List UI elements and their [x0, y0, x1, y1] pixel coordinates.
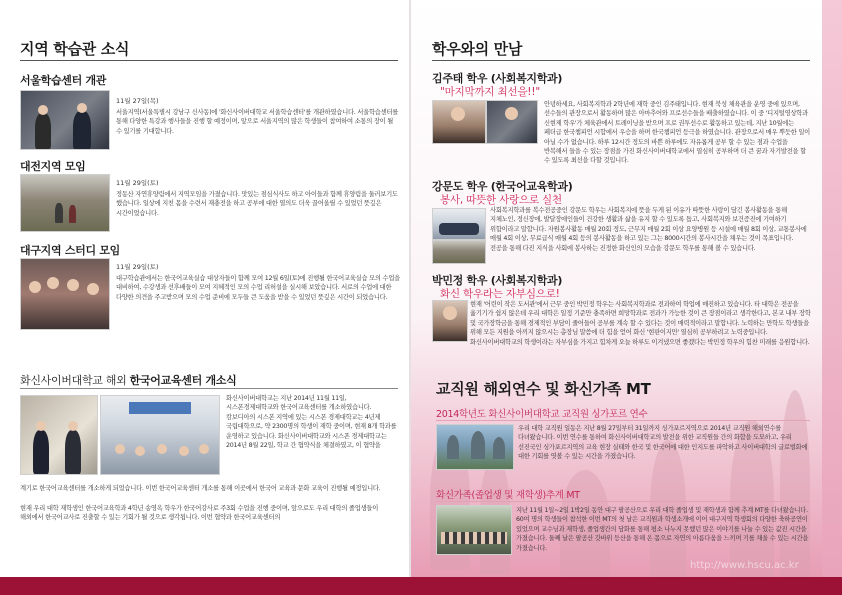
item-date-daegu: 11월 29일(토)	[116, 263, 159, 271]
daejeon-photo	[20, 174, 110, 232]
item-body-daejeon: 정동산 자연휴양림에서 지역모임을 가졌습니다. 맛있는 점심식사도 하고 아이들과 함께 휴양림을 둘러보기도 했습니다. 일상에 지친 몸을 수련서 재충전을 하고 공부에 대한 열의도 더욱 끌어올릴 수 있었던 뜻깊은 시간이었습니다.	[116, 191, 398, 217]
staff-training-heading: 2014학년도 화신사이버대학교 교직원 싱가포르 연수	[436, 409, 648, 420]
overseas-heading	[20, 372, 236, 388]
mt-heading: 화신가족(졸업생 및 재학생)추계 MT	[436, 490, 580, 501]
staff-training-body: 우리 대학 교직원 일동은 지난 8월 27일부터 31일까지 싱가포르지역으로 2014년 교직원 해외연수를 다녀왔습니다. 이번 연수를 통하여 화신사이버대학교의 발전을 위한 교직원들 간의 화합을 도모하고, 우리 선진국인 싱가포르지역의 교육 현장 실태와 한국 및 한국어에 대한 인지도를 파악하고 사이버대학의 글로벌화에 대한 기회를 엿볼 수 있는 시간을 가졌습니다.	[518, 425, 808, 461]
student-heading-2: 강문도 학우 (한국어교육학과)	[432, 180, 573, 193]
item-date-daejeon: 11월 29일(토)	[116, 179, 159, 187]
watermark-url-right: http://www.hscu.ac.kr	[690, 560, 799, 571]
student-photo-3	[432, 300, 468, 342]
center-opening-photo	[20, 395, 98, 475]
student-photo-1b	[486, 100, 538, 144]
student-photo-2	[432, 208, 486, 240]
overseas-heading-bold: 한국어교육센터 개소식	[129, 374, 237, 387]
student-photo-1	[432, 100, 486, 144]
item-date-seoul: 11월 27일(목)	[116, 97, 159, 105]
seoul-center-photo	[20, 90, 110, 150]
section-rule-right	[432, 60, 810, 61]
item-heading-daegu: 대구지역 스터디 모임	[20, 244, 120, 257]
daegu-study-photo	[20, 258, 110, 330]
singapore-photo	[436, 424, 514, 470]
item-heading-daejeon: 대전지역 모임	[20, 160, 86, 173]
mt-group-photo	[436, 505, 512, 555]
student-photo-2b	[432, 240, 486, 264]
section-rule	[20, 60, 398, 61]
page-fold	[409, 0, 411, 577]
student-body-2: 사회복지학과를 복수전공중인 강문도 학우는 사회복지에 뜻을 두게 된 이유가 따뜻한 사랑이 담긴 봉사활동을 통해 지체노인, 정신장애, 발달장애인들이 건강한 생활과 삶을 유지 할 수 있도록 돕고, 사회복지와 보건증진에 기여하기 위함이라고 말합니다. 자원봉사활동 매월 20회 정도, 근무지 매월 2회 이상 요양병원 등 시설에 매월 8회 이상, 교통봉사에 매월 4회 이상, 무료급식 매월 4회 등의 봉사활동을 하고 있는 그는 8000시간의 봉사시간을 채우는 것이 목표입니다. 전공을 통해 다진 지식을 사회에 봉사하는 진정한 화신인의 모습을 강문도 학우를 통해 볼 수 있습니다.	[490, 207, 807, 252]
bottom-band	[0, 577, 842, 595]
student-slogan-2: 봉사, 따뜻한 사랑으로 실천	[440, 194, 562, 206]
overseas-heading-prefix: 화신사이버대학교 해외	[20, 374, 130, 387]
overseas-body-3: 현재 우리 대학 재학생인 한국어교육학과 4학년 송영옥 학우가 한국어강사로 주3회 수업을 진행 중이며, 앞으로도 우리 대학의 졸업생들이 해외에서 한국어교사로 진출할 수 있는 기회가 될 것으로 생각됩니다. 이번 협약과 한국어교육센터의	[20, 505, 379, 522]
staff-training-rule	[436, 420, 810, 421]
student-slogan-1: "마지막까지 최선을!!"	[440, 86, 540, 98]
section-title-students: 학우와의 만남	[432, 40, 523, 58]
overseas-body-2: 계기로 한국어교육센터를 개소하게 되었습니다. 이번 한국어교육센터 개소를 통해 이곳에서 한국어 교육과 문화 교육이 진행될 예정입니다.	[20, 485, 381, 492]
student-body-3: 현재 '어린이 작은 도서관'에서 근무 중인 박민정 학우는 사회복지학과로 전과하여 학업에 매진하고 있습니다. 타 대학은 전공을 옮기기가 쉽지 않은데 우리 대학은 일정 기준만 충족하면 희망학과로 전과가 가능한 것이 큰 장점이라고 생각한다고, 본교 내부 장학 및 국가장학금을 통해 경제적인 부담이 줄어들어 공부를 계속 할 수 있다는 것이 매력적이라고 말합니다. 노력하는 만학도 학생들을 위해 모든 지원을 아끼지 않으시는 총장님 말씀에 더 힘을 얻어 화신 '현판이지만' 열심히 공부하려고 노력중입니다. 화신사이버대학교의 학생이라는 자부심을 가지고 힘차게 오늘 하루도 이겨냈으면 좋겠다는 박민정 학우의 힘찬 미래를 응원합니다.	[470, 301, 811, 346]
watermark-logo: 화신사이버대학교	[120, 544, 229, 559]
item-body-daegu: 대구학습관에서는 한국어교육실습 대상자들이 함께 모여 12월 6일(토)에 진행될 한국어교육실습 모의 수업을 대비하여, 수강생과 선후배들이 모여 지혜적인 모의 수업 리허설을 실시해 보았습니다. 서로의 수업에 대한 다양한 의견을 주고받으며 모의 수업 준비에 모두들 큰 도움을 받을 수 있었던 뜻깊은 시간이 되었습니다.	[116, 275, 401, 301]
page-edge-tab	[822, 0, 842, 577]
ceremony-hall-photo	[100, 395, 220, 475]
overseas-rule	[20, 388, 398, 389]
item-heading-seoul: 서울학습센터 개관	[20, 74, 107, 87]
student-slogan-3: 화신 학우라는 자부심으로!	[440, 288, 560, 300]
section-title-regional: 지역 학습관 소식	[20, 40, 130, 58]
student-heading-3: 박민정 학우 (사회복지학과)	[432, 274, 563, 287]
section-title-staff-mt: 교직원 해외연수 및 화신가족 MT	[436, 380, 651, 398]
mt-rule	[436, 501, 810, 502]
mt-body: 지난 11월 1일~2일 1박2일 동안 대구 팔공산으로 우리 대학 졸업생 및 재학생과 함께 추계 MT를 다녀왔습니다. 60여 명의 학생들이 참석한 이번 MT의 첫 날은 교직원과 학생소개에 이어 대구지역 학생회의 다양한 축하공연이 있었으며 교수님과 재학생, 졸업생간의 담화를 통해 평소 나누지 못했던 많은 이야기를 나눌 수 있는 값진 시간을 가졌습니다. 둘째 날은 팔공산 갓바위 등산을 통해 온 몸으로 자연의 아름다움을 느끼며 기를 채울 수 있는 시간을 가졌습니다.	[516, 507, 809, 552]
item-body-seoul: 서울지역(서울특별시 강남구 신사동)에 '화신사이버대학교 서울학습센터'를 개관하였습니다. 서울학습센터를 통해 다양한 특강과 행사들을 진행 할 예정이며, 앞으로 서울지역의 많은 학생들이 참여하여 소통의 장이 될 수 있기를 기대합니다.	[116, 109, 399, 135]
student-heading-1: 김주태 학우 (사회복지학과)	[432, 72, 563, 85]
watermark-url-left: http://www.hscu.ac.kr	[210, 560, 297, 569]
overseas-body-1: 화신사이버대학교는 지난 2014년 11월 11일, 시스폰경제대학교와 한국어교육센터를 개소하였습니다. 캄보디아의 시스폰 지역에 있는 시스폰 경제대학교는 4년제 국립대학으로, 약 2300명의 학생이 재학 중이며, 현재 8개 학과를 운영하고 있습니다. 화신사이버대학교와 시스폰 경제대학교는 2014년 8월 22일, 학교 간 협약식을 체결하였고, 이 협약을	[226, 395, 397, 450]
student-body-1: 안녕하세요, 사회복지학과 2학년에 재학 중인 김주태입니다. 현재 북성 체육관을 운영 중에 있으며, 선수들의 관장으로서 활동하며 많은 아마추어와 프로선수들을 배출하였습니다. 이 중 '디지털영상학과 신현제 학우'가 체육관에서 트레이닝을 받으며 프로 권투선수로 활동하고 있는데, 지난 10월에는 페더급 한국챔피언 시합에서 우승을 하며 한국챔피언 등극을 하였습니다. 관장으로서 매우 뿌듯한 일이 아닐 수가 없습니다. 하루 12시간 정도의 바쁜 하루에도 자유롭게 공부 할 수 있는 점과 수업을 반복해서 들을 수 있는 장점을 가진 화신사이버대학교에서 열심히 공부하며 더 큰 꿈과 자기발전을 할 수 있도록 최선을 다할 것입니다.	[544, 101, 810, 165]
